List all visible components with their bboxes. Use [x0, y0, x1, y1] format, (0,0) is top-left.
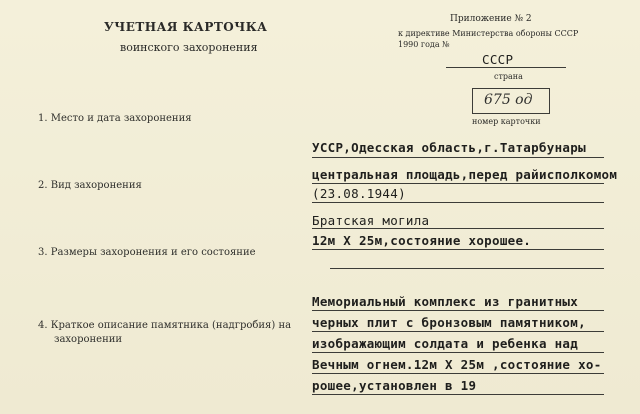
field-1-rule [312, 157, 604, 158]
field-1-label: 1. Место и дата захоронения [38, 113, 192, 124]
field-4-line-2: черных плит с бронзовым памятником, [312, 315, 586, 330]
field-4-line-1: Мемориальный комплекс из гранитных [312, 294, 579, 309]
field-3-rule-3 [330, 268, 604, 269]
field-3-label: 3. Размеры захоронения и его состояние [38, 247, 256, 258]
field-3-line-2: 12м Х 25м,состояние хорошее. [312, 233, 532, 248]
field-3-rule-1 [312, 228, 604, 229]
card-number-value: 675 од [484, 92, 533, 108]
field-1-line-1: УССР,Одесская область,г.Татарбунары [312, 140, 586, 155]
field-4-label-line-2: захоронении [54, 334, 123, 345]
field-4-rule-1 [312, 310, 604, 311]
field-2-label: 2. Вид захоронения [38, 180, 142, 191]
field-4-line-4: Вечным огнем.12м Х 25м ,состояние хо- [312, 357, 602, 372]
field-4-line-5: рошее,установлен в 19 [312, 378, 477, 393]
field-2-line-2: (23.08.1944) [312, 186, 406, 201]
country-rule [446, 67, 566, 68]
country-caption: страна [494, 72, 523, 81]
card-title: УЧЕТНАЯ КАРТОЧКА [104, 20, 268, 34]
card-subtitle: воинского захоронения [120, 41, 258, 54]
field-3-rule-2 [312, 249, 604, 250]
field-4-rule-2 [312, 331, 604, 332]
card-number-caption: номер карточки [472, 117, 541, 126]
field-4-label-line-1: 4. Краткое описание памятника (надгробия) на [38, 320, 292, 331]
field-4-rule-4 [312, 373, 604, 374]
field-2-rule-1 [312, 183, 604, 184]
field-4-line-3: изображающим солдата и ребенка над [312, 336, 579, 351]
field-2-rule-2 [312, 202, 604, 203]
country-value: СССР [482, 52, 514, 67]
field-3-line-1: Братская могила [312, 213, 430, 228]
field-4-rule-3 [312, 352, 604, 353]
directive-line-1: к директиве Министерства обороны СССР [398, 29, 579, 38]
field-2-line-1: центральная площадь,перед райисполкомом [312, 167, 618, 182]
directive-line-2: 1990 года № [398, 40, 450, 49]
field-4-rule-5 [312, 394, 604, 395]
appendix-label: Приложение № 2 [450, 14, 532, 24]
